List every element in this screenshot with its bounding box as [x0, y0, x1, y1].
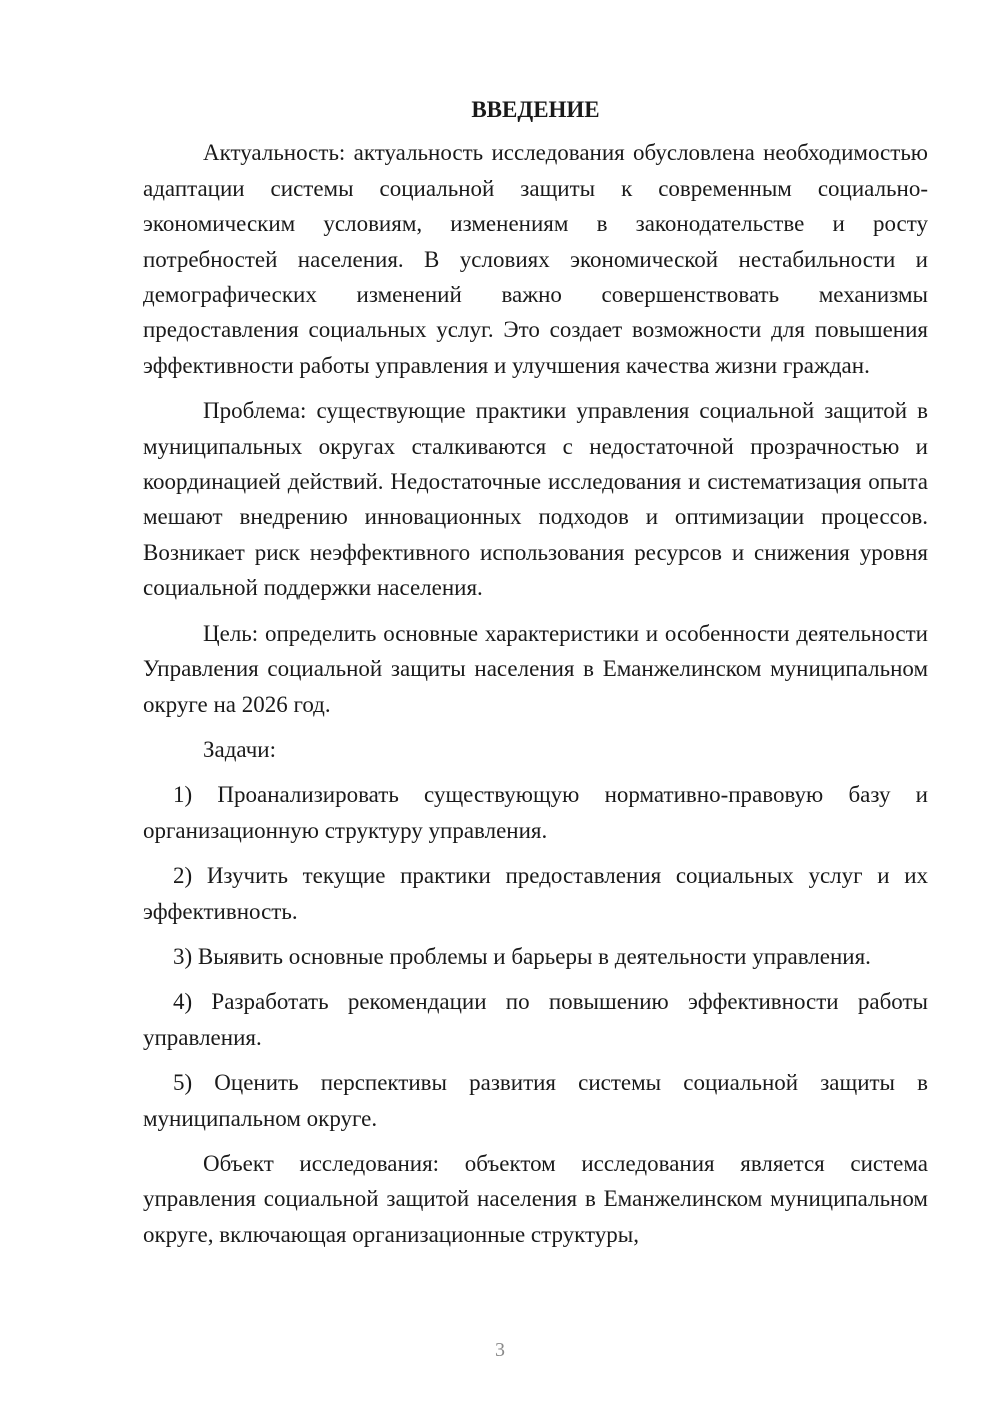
task-item-2: 2) Изучить текущие практики предоставления социальных услуг и их эффективность.: [143, 863, 928, 924]
task-item-5: 5) Оценить перспективы развития системы социальной защиты в муниципальном округе.: [143, 1070, 928, 1131]
page-number: 3: [495, 1339, 505, 1361]
task-item-3: 3) Выявить основные проблемы и барьеры в деятельности управления.: [173, 943, 871, 969]
page-content: [143, 92, 928, 1252]
paragraph-goal: Цель: определить основные характеристики и особенности деятельности Управления социальной защиты населения в Еманжелинском муниципальном округе на 2026 год.: [143, 620, 928, 717]
task-item-1: 1) Проанализировать существующую нормативно-правовую базу и организационную структуру управления.: [143, 782, 928, 843]
section-title: ВВЕДЕНИЕ: [471, 97, 600, 122]
task-item-4: 4) Разработать рекомендации по повышению эффективности работы управления.: [143, 989, 928, 1050]
paragraph-object: Объект исследования: объектом исследования является система управления социальной защитой населения в Еманжелинском муниципальном округе, включающая организационные структуры,: [143, 1150, 928, 1247]
tasks-heading: Задачи:: [203, 736, 276, 762]
paragraph-problem: Проблема: существующие практики управления социальной защитой в муниципальных округах сталкиваются с недостаточной прозрачностью и координацией действий. Недостаточные исследования и систематизация опыта мешают внедрению инновационных подходов и оптимизации процессов. Возникает риск неэффективного использования ресурсов и снижения уровня социальной поддержки населения.: [143, 398, 928, 601]
paragraph-relevance: Актуальность: актуальность исследования обусловлена необходимостью адаптации системы социальной защиты к современным социально-экономическим условиям, изменениям в законодательстве и росту потребностей населения. В условиях экономической нестабильности и демографических изменений важно совершенствовать механизмы предоставления социальных услуг. Это создает возможности для повышения эффективности работы управления и улучшения качества жизни граждан.: [143, 140, 928, 378]
